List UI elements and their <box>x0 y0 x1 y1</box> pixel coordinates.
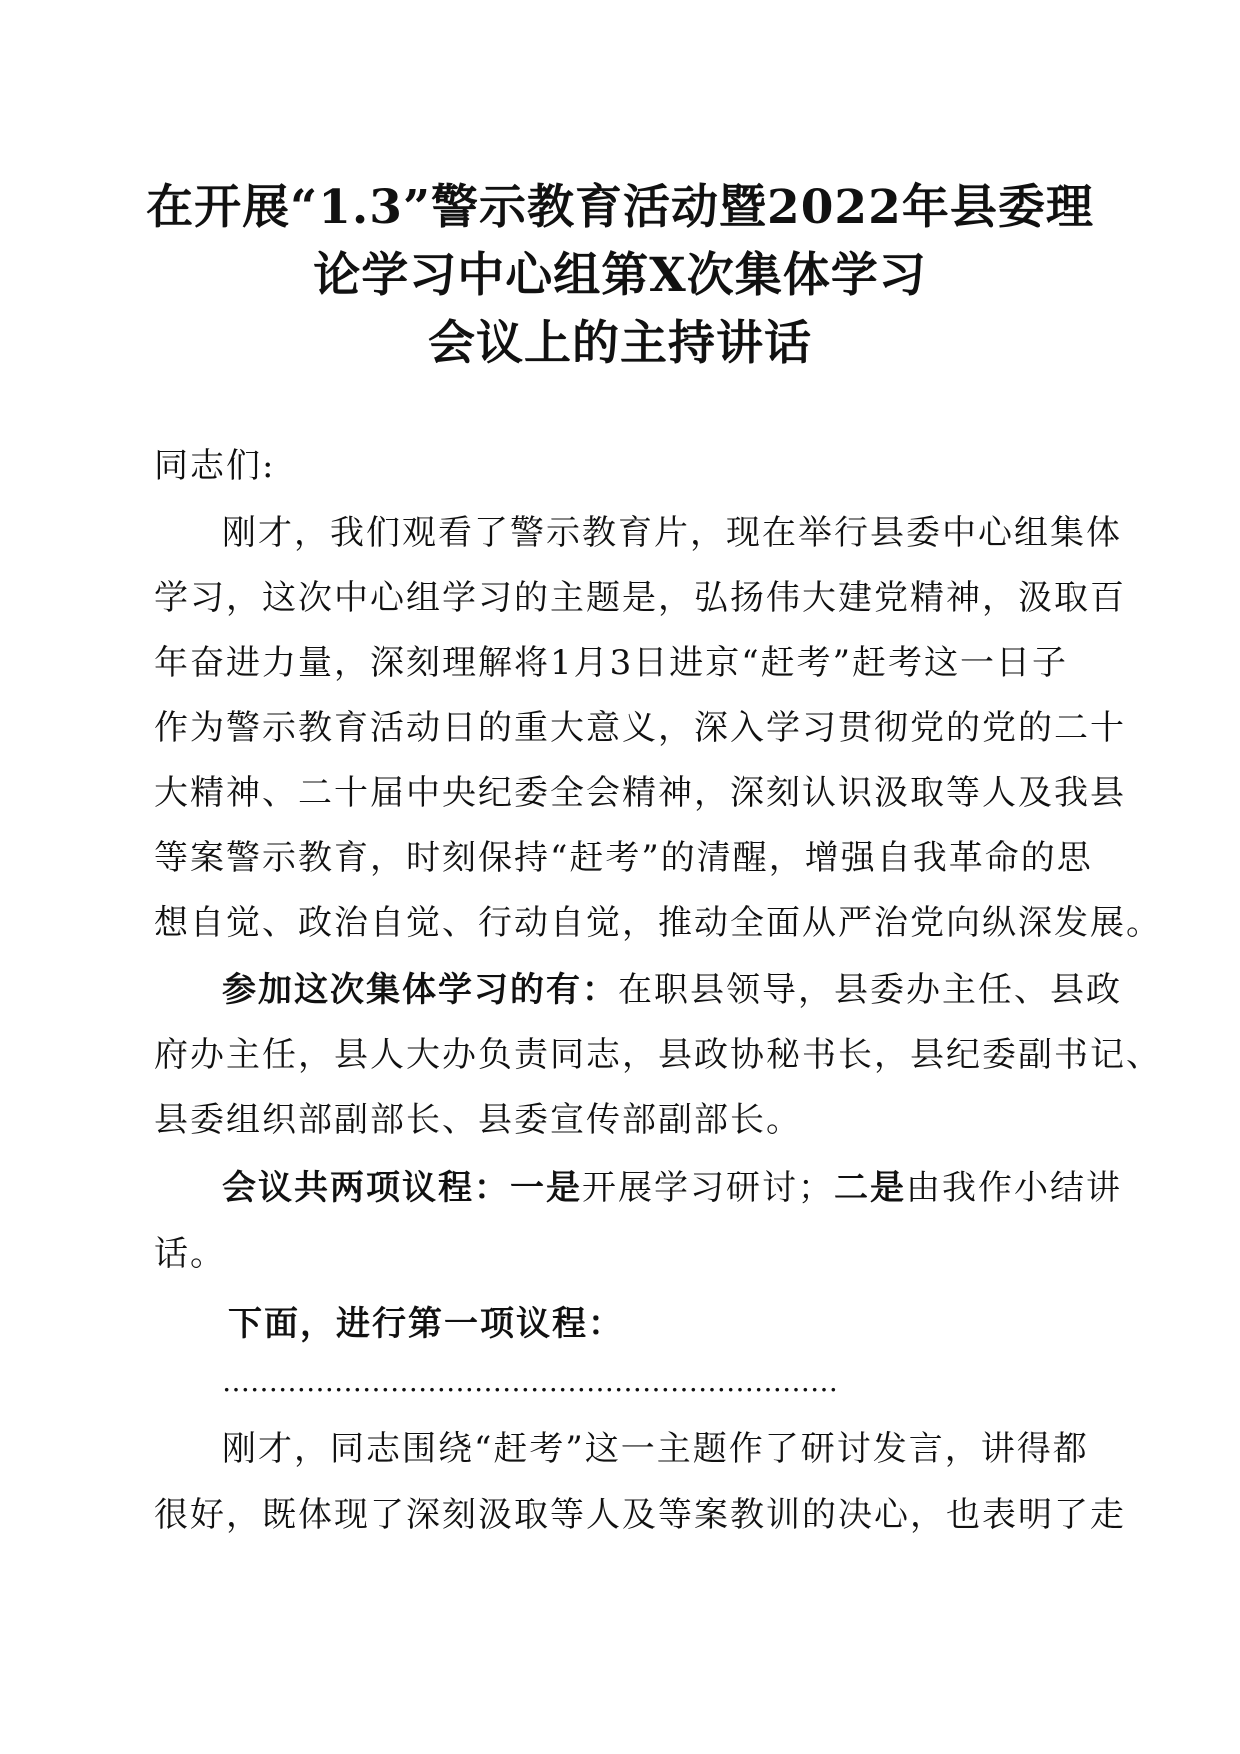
para3-line-1 <box>222 1166 1122 1210</box>
ellipsis-line: ………………………………………………………… <box>222 1365 838 1398</box>
document-title-line-1: 在开展“1.3”警示教育活动暨2022年县委理 <box>146 180 1094 235</box>
para1-line-2: 学习，这次中心组学习的主题是，弘扬伟大建党精神，汲取百 <box>154 578 1126 618</box>
para4-line-1: 刚才，同志围绕“赶考”这一主题作了研讨发言，讲得都 <box>222 1429 1089 1469</box>
attendees-text: 在职县领导，县委办主任、县政 <box>618 970 1122 1010</box>
para1-line-4: 作为警示教育活动日的重大意义，深入学习贯彻党的党的二十 <box>154 708 1126 748</box>
para1-line-3: 年奋进力量，深刻理解将1月3日进京“赶考”赶考这一日子 <box>154 643 1069 683</box>
agenda-heading: 会议共两项议程： <box>222 1168 510 1208</box>
agenda-second-marker: 二是 <box>834 1168 906 1208</box>
attendees-heading: 参加这次集体学习的有： <box>222 970 618 1010</box>
document-title-line-2: 论学习中心组第X次集体学习 <box>313 248 927 303</box>
para3-line-2: 话。 <box>154 1234 226 1274</box>
next-agenda-item: 下面，进行第一项议程： <box>228 1304 624 1344</box>
para2-line-2: 府办主任，县人大办负责同志，县政协秘书长，县纪委副书记、 <box>154 1035 1162 1075</box>
para1-line-5: 大精神、二十届中央纪委全会精神，深刻认识汲取等人及我县 <box>154 773 1126 813</box>
salutation: 同志们: <box>154 446 276 486</box>
document-title-line-3: 会议上的主持讲话 <box>428 316 812 371</box>
para1-line-7: 想自觉、政治自觉、行动自觉，推动全面从严治党向纵深发展。 <box>154 903 1162 943</box>
para2-line-3: 县委组织部副部长、县委宣传部副部长。 <box>154 1100 802 1140</box>
para1-line-6: 等案警示教育，时刻保持“赶考”的清醒，增强自我革命的思 <box>154 838 1093 878</box>
para4-line-2: 很好，既体现了深刻汲取等人及等案教训的决心，也表明了走 <box>154 1495 1126 1535</box>
para2-line-1 <box>222 968 1122 1012</box>
agenda-second-text: 由我作小结讲 <box>906 1168 1122 1208</box>
agenda-first-marker: 一是 <box>510 1168 582 1208</box>
agenda-first-text: 开展学习研讨； <box>582 1168 834 1208</box>
para1-line-1: 刚才，我们观看了警示教育片，现在举行县委中心组集体 <box>222 513 1122 553</box>
